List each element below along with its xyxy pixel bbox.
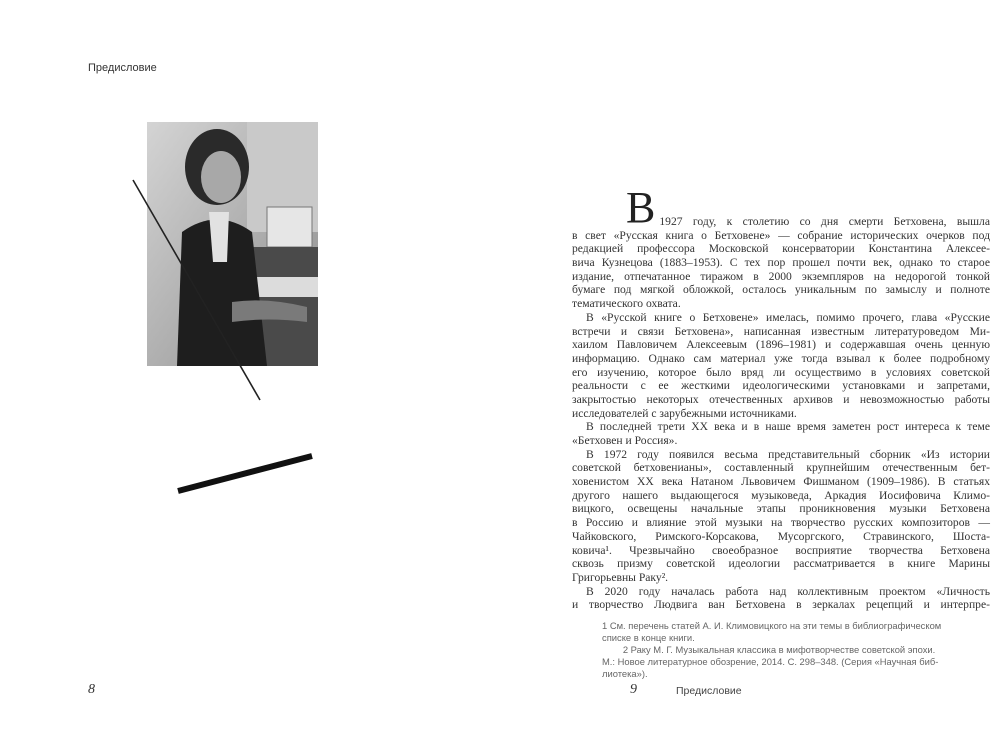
text-line: В последней трети XX века и в наше время заметен рост интереса к теме: [586, 420, 990, 434]
footnote-line: 1 См. перечень статей А. И. Климовицкого на эти темы в библиографическом: [602, 620, 942, 631]
text-line: вича Кузнецова (1883–1953). С тех пор прошел почти век, однако то старое: [572, 256, 990, 270]
text-line: и творчество Людвига ван Бетховена в зеркалах рецепций и интерпре-: [572, 598, 990, 612]
text-line: Григорьевны Раку².: [572, 570, 669, 584]
text-line: тематического охвата.: [572, 297, 681, 311]
text-line: закрытостью некоторых отечественных архивов и невозможностью работы: [572, 392, 990, 406]
beethoven-portrait-image: [147, 122, 318, 366]
text-line: В «Русской книге о Бетховене» имелась, помимо прочего, глава «Русские: [586, 310, 990, 324]
drop-cap: В: [626, 183, 656, 232]
page-number-left: 8: [88, 682, 95, 697]
text-line: информацию. Однако сам материал уже тогда взывал к более подробному: [572, 351, 990, 365]
text-line: редакцией профессора Московской консерватории Константина Алексее-: [572, 242, 990, 256]
running-foot: Предисловие: [676, 685, 742, 697]
text-line: исследователей с зарубежными источниками.: [572, 406, 797, 420]
thick-bar: [178, 456, 312, 491]
text-line: В 2020 году началась работа над коллективным проектом «Личность: [586, 584, 990, 598]
text-line: Чайковского, Римского-Корсакова, Мусоргского, Стравинского, Шоста-: [572, 529, 990, 543]
text-line: в Россию и влияние этой музыки на творчество русских композиторов —: [572, 516, 990, 530]
running-head: Предисловие: [88, 62, 157, 74]
text-line: бумаге под мягкой обложкой, осталось уникальным по замыслу и полноте: [572, 283, 990, 297]
text-line: в свет «Русская книга о Бетховене» — собрание исторических очерков под: [572, 228, 990, 242]
text-line: хаилом Павловичем Алексеевым (1896–1981) и содержавшая очень ценную: [572, 338, 990, 352]
text-line: «Бетховен и Россия».: [572, 434, 678, 447]
page-number-right: 9: [630, 682, 637, 697]
text-line: ховенистом XX века Натаном Львовичем Фишманом (1909–1986). В статьях: [572, 475, 990, 489]
text-line: его изучению, которое было вряд ли осуществимо в условиях советской: [572, 365, 990, 379]
text-line: издание, отпечатанное тиражом в 2000 экземпляров на недорогой тонкой: [572, 269, 990, 283]
text-line: реальности с ее жесткими идеологическими установками и запретами,: [572, 379, 990, 393]
text-line: сквозь призму советской идеологии рассматривается в книге Марины: [572, 557, 990, 571]
footnote-line: списке в конце книги.: [602, 632, 695, 643]
text-line: В 1972 году появился весьма представительный сборник «Из истории: [586, 447, 990, 461]
text-line: ковича¹. Чрезвычайно своеобразное восприятие творчества Бетховена: [572, 543, 990, 557]
text-line: другого нашего выдающегося музыковеда, Аркадия Иосифовича Климо-: [572, 488, 990, 502]
footnotes: [602, 620, 962, 680]
footnote-line: 2 Раку М. Г. Музыкальная классика в мифотворчестве советской эпохи.: [602, 644, 936, 655]
text-line: встречи и связи Бетховена», написанная известным литературоведом Ми-: [572, 324, 990, 338]
footnote-line: лиотека»).: [602, 668, 648, 679]
text-line: 1927 году, к столетию со дня смерти Бетховена, вышла: [659, 215, 990, 228]
body-text: [572, 183, 990, 612]
text-line: вицкого, освещены начальные этапы проникновения музыки Бетховена: [572, 502, 990, 516]
footnote-line: М.: Новое литературное обозрение, 2014. С. 298–348. (Серия «Научная биб-: [602, 656, 939, 667]
text-line: советской бетховенианы», составленный крупнейшим отечественным бет-: [572, 461, 990, 475]
